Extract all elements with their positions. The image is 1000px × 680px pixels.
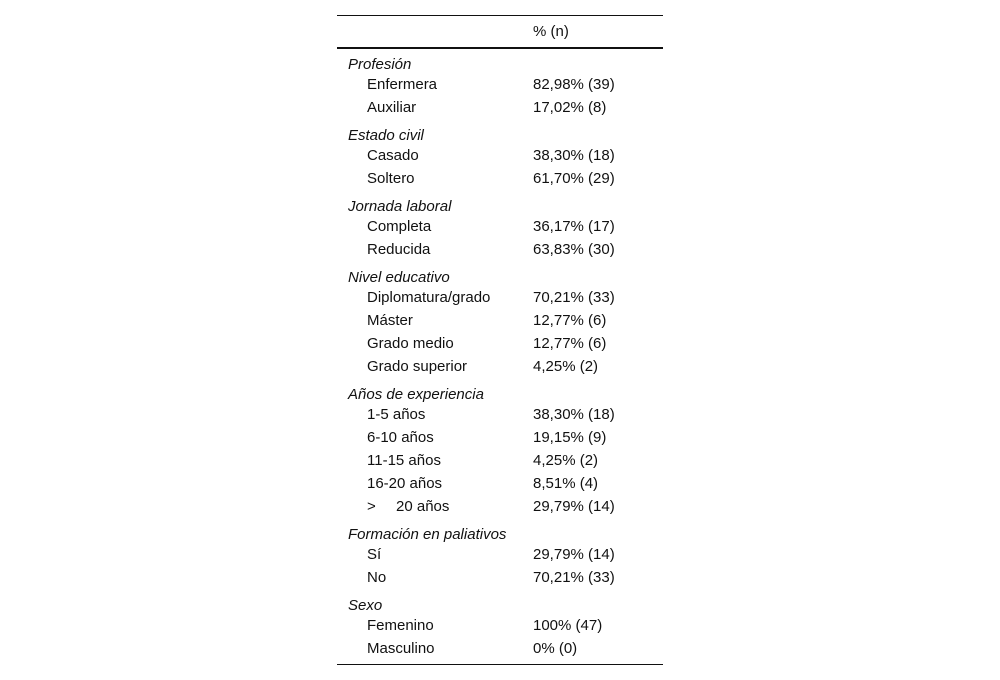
table-row — [337, 144, 663, 167]
row-value: 12,77% (6) — [533, 311, 607, 329]
table-row — [337, 286, 663, 309]
table-body — [337, 48, 663, 665]
section-row — [337, 48, 663, 73]
row-label — [337, 495, 533, 518]
table-row — [337, 309, 663, 332]
row-value: 8,51% (4) — [533, 474, 599, 492]
section-row — [337, 589, 663, 614]
table-header — [337, 16, 663, 48]
section-row — [337, 518, 663, 543]
row-label: Enfermera — [367, 75, 438, 93]
table-row — [337, 637, 663, 665]
row-label: 6-10 años — [367, 428, 434, 446]
row-value: 100% (47) — [533, 616, 603, 634]
row-label: Grado superior — [367, 357, 468, 375]
table-row — [337, 167, 663, 190]
row-value: 38,30% (18) — [533, 146, 615, 164]
row-value: 0% (0) — [533, 637, 663, 665]
row-value: 29,79% (14) — [533, 497, 615, 515]
row-label-text: 20 años — [396, 497, 450, 515]
row-value: 70,21% (33) — [533, 288, 615, 306]
table-row — [337, 449, 663, 472]
table-row — [337, 566, 663, 589]
table-row — [337, 355, 663, 378]
table-row — [337, 215, 663, 238]
row-label: No — [367, 568, 387, 586]
row-value: 63,83% (30) — [533, 240, 615, 258]
row-label: Grado medio — [367, 334, 454, 352]
row-label: Diplomatura/grado — [367, 288, 491, 306]
section-title: Formación en paliativos — [348, 525, 507, 543]
section-title: Estado civil — [348, 126, 424, 144]
section-row — [337, 378, 663, 403]
row-label: 11-15 años — [367, 451, 441, 469]
row-label: Completa — [367, 217, 432, 235]
row-value: 17,02% (8) — [533, 98, 607, 116]
header-row — [337, 16, 663, 48]
table-row — [337, 238, 663, 261]
row-label: Femenino — [367, 616, 434, 634]
section-title: Sexo — [348, 596, 383, 614]
table-row — [337, 426, 663, 449]
header-variable — [337, 16, 533, 48]
row-value: 61,70% (29) — [533, 169, 615, 187]
row-label: Sí — [367, 545, 382, 563]
row-value: 4,25% (2) — [533, 451, 599, 469]
table-row — [337, 332, 663, 355]
section-row — [337, 119, 663, 144]
section-title: Nivel educativo — [348, 268, 450, 286]
row-value: 29,79% (14) — [533, 545, 615, 563]
header-percent-n: % (n) — [533, 22, 569, 40]
row-label: Masculino — [337, 637, 533, 665]
section-row — [337, 190, 663, 215]
row-value: 70,21% (33) — [533, 568, 615, 586]
row-value: 38,30% (18) — [533, 405, 615, 423]
row-value: 4,25% (2) — [533, 357, 599, 375]
row-value: 36,17% (17) — [533, 217, 615, 235]
table-row — [337, 543, 663, 566]
row-value: 19,15% (9) — [533, 428, 607, 446]
table-row — [337, 96, 663, 119]
row-label: Máster — [367, 311, 413, 329]
row-value: 12,77% (6) — [533, 334, 607, 352]
section-title: Años de experiencia — [348, 385, 484, 403]
row-label: 16-20 años — [367, 474, 443, 492]
row-label: Soltero — [367, 169, 415, 187]
row-label: 1-5 años — [367, 405, 426, 423]
section-title: Jornada laboral — [348, 197, 452, 215]
row-label: Reducida — [367, 240, 431, 258]
row-label: Casado — [367, 146, 419, 164]
section-row — [337, 261, 663, 286]
table-row — [337, 73, 663, 96]
demographics-table — [337, 15, 663, 665]
row-label: Auxiliar — [367, 98, 417, 116]
table-row — [337, 403, 663, 426]
table-row — [337, 472, 663, 495]
table-row — [337, 495, 663, 518]
table-row — [337, 614, 663, 637]
row-value: 82,98% (39) — [533, 75, 615, 93]
greater-than-symbol: > — [367, 497, 376, 515]
section-title: Profesión — [348, 55, 412, 73]
demographics-table-container — [337, 15, 663, 665]
